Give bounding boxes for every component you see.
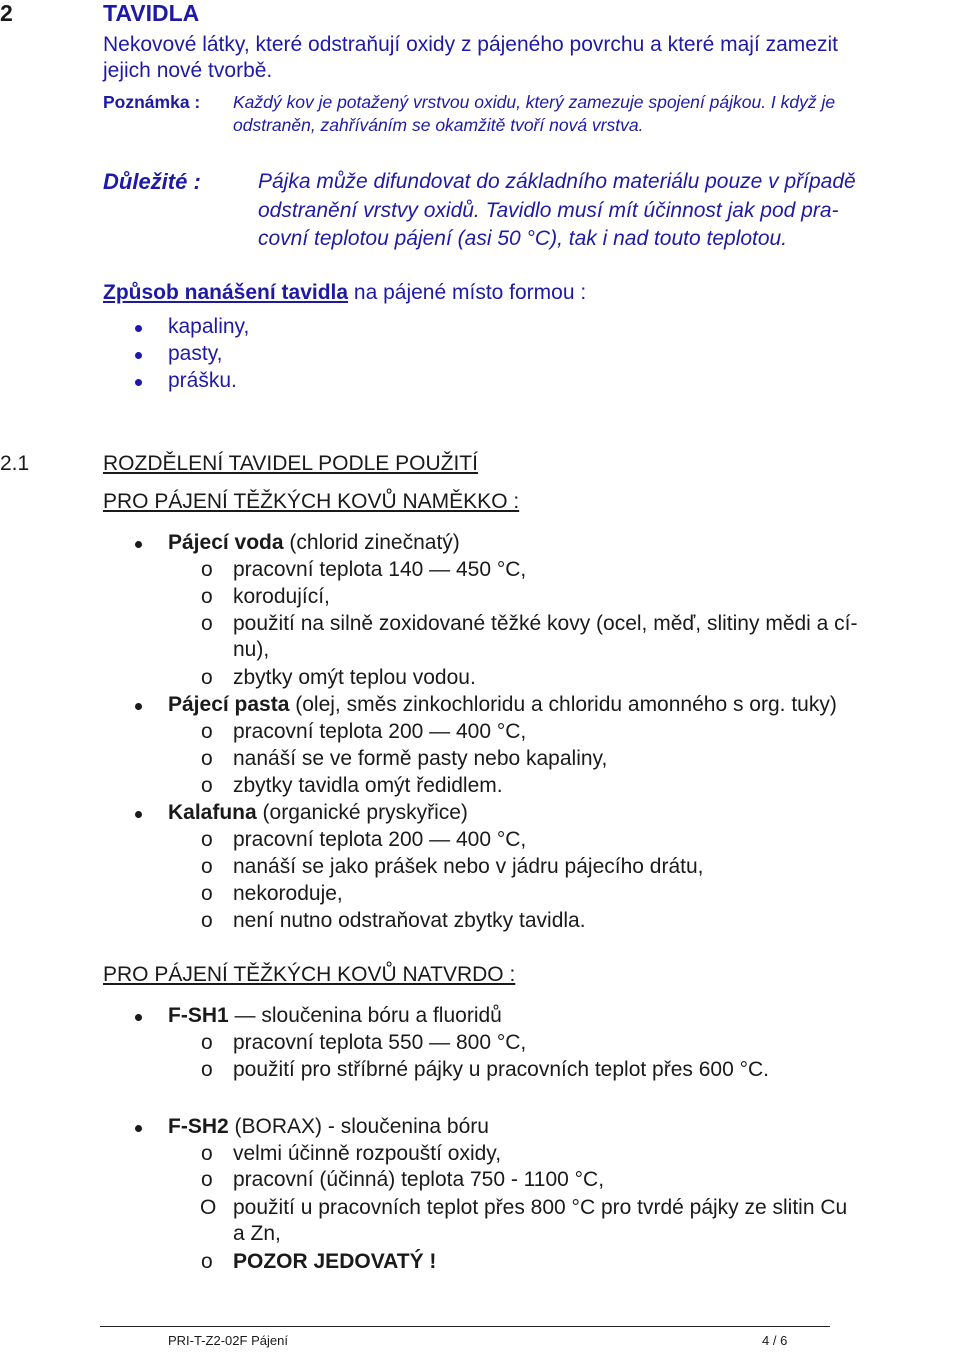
intro-line-2: jejich nové tvorbě. xyxy=(103,59,273,82)
bullet-dot xyxy=(135,1125,142,1132)
flux-detail: použití u pracovních teplot přes 800 °C pro tvrdé pájky ze slitin Cu xyxy=(233,1196,848,1219)
soft-heading: PRO PÁJENÍ TĚŽKÝCH KOVŮ NAMĚKKO : xyxy=(103,490,520,513)
section-title: TAVIDLA xyxy=(103,0,200,26)
sub-marker: o xyxy=(201,747,213,770)
method-item: prášku. xyxy=(168,369,237,392)
flux-name: Pájecí pasta xyxy=(168,693,290,716)
sub-marker: o xyxy=(201,1058,213,1081)
flux-detail: použití pro stříbrné pájky u pracovních teplot přes 600 °C. xyxy=(233,1058,770,1081)
important-label: Důležité : xyxy=(103,169,201,194)
section-number: 2 xyxy=(0,0,13,26)
flux-name: Kalafuna xyxy=(168,801,257,824)
flux-detail: použití na silně zoxidované těžké kovy (ocel, měď, slitiny mědi a cí- xyxy=(233,612,858,635)
sub-marker: o xyxy=(201,612,213,635)
sub-marker: o xyxy=(201,909,213,932)
flux-detail: pracovní teplota 200 — 400 °C, xyxy=(233,828,527,851)
bullet-dot xyxy=(135,703,142,710)
sub-marker: o xyxy=(201,720,213,743)
sub-marker: o xyxy=(201,558,213,581)
flux-desc: (organické pryskyřice) xyxy=(256,801,468,824)
flux-detail: nanáší se ve formě pasty nebo kapaliny, xyxy=(233,747,608,770)
bullet-dot xyxy=(135,352,142,359)
flux-detail: nekoroduje, xyxy=(233,882,343,905)
hard-heading: PRO PÁJENÍ TĚŽKÝCH KOVŮ NATVRDO : xyxy=(103,963,516,986)
method-item: pasty, xyxy=(168,342,223,365)
sub-marker: o xyxy=(201,882,213,905)
note-line-1: Každý kov je potažený vrstvou oxidu, který zamezuje spojení pájkou. I když je xyxy=(233,92,836,112)
sub-marker: o xyxy=(201,1168,213,1191)
subsection-title: ROZDĚLENÍ TAVIDEL PODLE POUŽITÍ xyxy=(103,452,478,475)
important-line-3: covní teplotou pájení (asi 50 °C), tak i nad touto teplotou. xyxy=(258,227,788,250)
flux-detail-cont: a Zn, xyxy=(233,1222,281,1245)
flux-name: Pájecí voda xyxy=(168,531,284,554)
footer-page: 4 / 6 xyxy=(762,1333,788,1348)
flux-name: F-SH1 xyxy=(168,1004,229,1027)
flux-detail: zbytky tavidla omýt ředidlem. xyxy=(233,774,503,797)
method-bold: Způsob nanášení tavidla xyxy=(103,281,349,304)
subsection-number: 2.1 xyxy=(0,452,30,475)
important-line-2: odstranění vrstvy oxidů. Tavidlo musí mít účinnost jak pod pra- xyxy=(258,199,839,222)
bullet-dot xyxy=(135,1014,142,1021)
flux-desc: (olej, směs zinkochloridu a chloridu amonného s org. tuky) xyxy=(289,693,837,716)
flux-detail: není nutno odstraňovat zbytky tavidla. xyxy=(233,909,586,932)
sub-marker: o xyxy=(201,666,213,689)
sub-marker: o xyxy=(201,774,213,797)
bullet-dot xyxy=(135,541,142,548)
flux-title xyxy=(168,1115,489,1139)
flux-title xyxy=(168,693,837,717)
flux-title xyxy=(168,531,460,555)
sub-marker: o xyxy=(201,1142,213,1165)
flux-name: F-SH2 xyxy=(168,1115,229,1138)
flux-title xyxy=(168,1004,502,1028)
warning-poison: POZOR JEDOVATÝ ! xyxy=(233,1250,437,1273)
flux-detail: velmi účinně rozpouští oxidy, xyxy=(233,1142,502,1165)
method-item: kapaliny, xyxy=(168,315,250,338)
flux-desc: (chlorid zinečnatý) xyxy=(283,531,460,554)
bullet-dot xyxy=(135,379,142,386)
important-line-1: Pájka může difundovat do základního materiálu pouze v případě xyxy=(258,170,856,193)
intro-line-1: Nekovové látky, které odstraňují oxidy z pájeného povrchu a které mají zamezit xyxy=(103,33,838,56)
flux-detail: nanáší se jako prášek nebo v jádru pájecího drátu, xyxy=(233,855,704,878)
flux-desc: — sloučenina bóru a fluoridů xyxy=(228,1004,502,1027)
sub-marker: o xyxy=(201,1031,213,1054)
flux-title xyxy=(168,801,468,825)
bullet-dot xyxy=(135,325,142,332)
flux-detail: pracovní teplota 550 — 800 °C, xyxy=(233,1031,527,1054)
flux-desc: (BORAX) - sloučenina bóru xyxy=(228,1115,489,1138)
flux-detail-cont: nu), xyxy=(233,638,270,661)
sub-marker-upper: O xyxy=(200,1196,217,1219)
flux-detail: zbytky omýt teplou vodou. xyxy=(233,666,476,689)
method-rest: na pájené místo formou : xyxy=(348,281,587,304)
footer-doc-id: PRI-T-Z2-02F Pájení xyxy=(168,1333,288,1348)
method-line xyxy=(103,281,586,305)
note-label: Poznámka : xyxy=(103,92,201,112)
sub-marker: o xyxy=(201,585,213,608)
bullet-dot xyxy=(135,811,142,818)
note-line-2: odstraněn, zahříváním se okamžitě tvoří nová vrstva. xyxy=(233,115,644,135)
sub-marker: o xyxy=(201,855,213,878)
flux-detail: pracovní (účinná) teplota 750 - 1100 °C, xyxy=(233,1168,605,1191)
flux-detail: korodující, xyxy=(233,585,330,608)
footer-rule xyxy=(100,1326,830,1327)
sub-marker: o xyxy=(201,1250,213,1273)
flux-detail: pracovní teplota 200 — 400 °C, xyxy=(233,720,527,743)
sub-marker: o xyxy=(201,828,213,851)
flux-detail: pracovní teplota 140 — 450 °C, xyxy=(233,558,527,581)
